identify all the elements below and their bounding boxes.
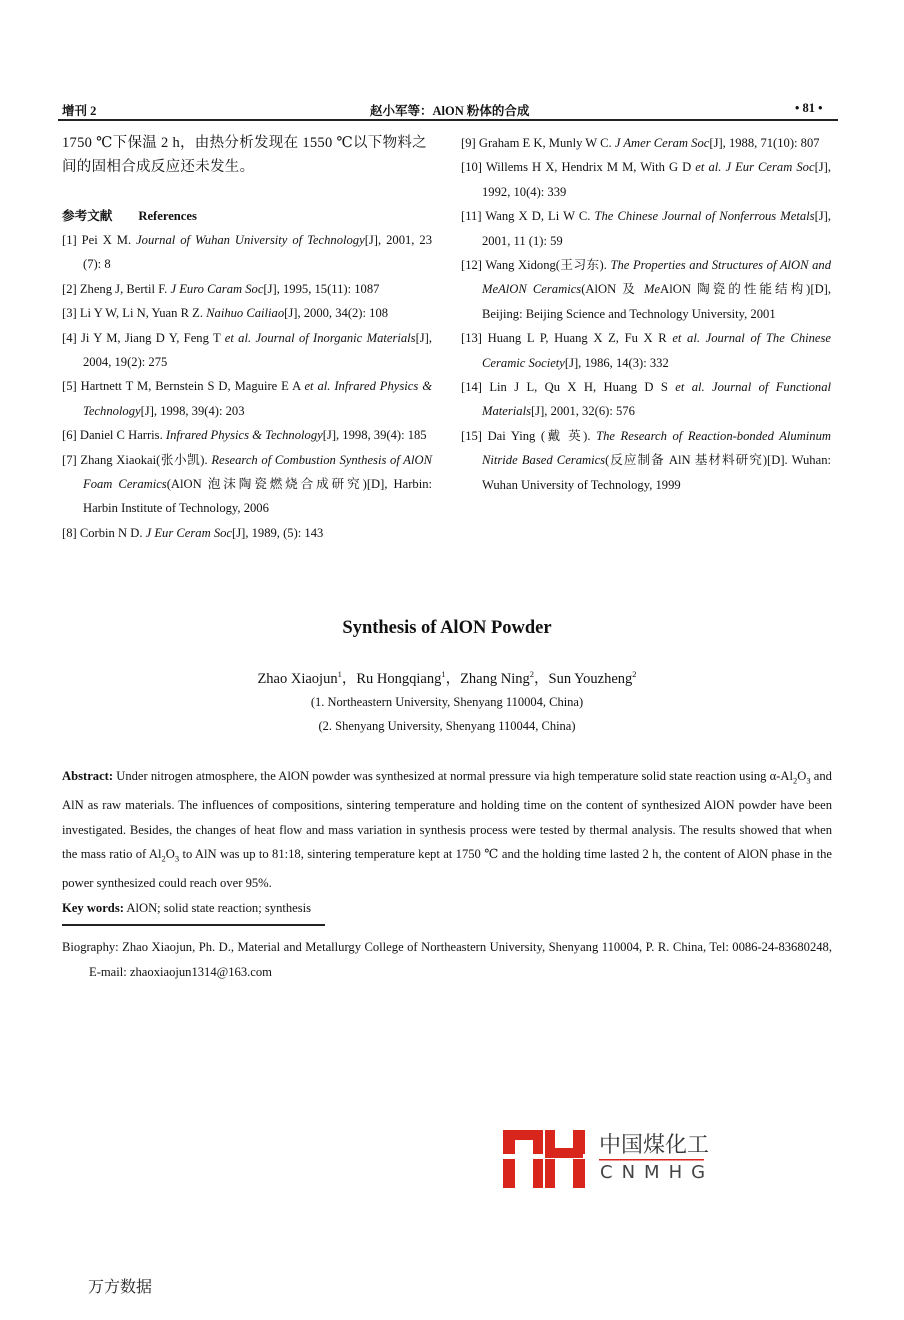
- reference-source: et al. J Eur Ceram Soc: [695, 160, 815, 175]
- reference-text: [J], 2001, 11 (1): 59: [482, 209, 832, 248]
- reference-item: [461, 326, 831, 375]
- reference-item: [461, 155, 831, 204]
- reference-source: et al. Journal of Functional Materials: [482, 380, 831, 419]
- keywords-text: AlON; solid state reaction; synthesis: [123, 900, 312, 915]
- abstract-text: to AlN was up to 81:18, sintering temperature kept at 1750 ℃ and the holding time lasted 2 h, the content of AlON phase in the power synthesized could reach over 95%.: [62, 847, 833, 891]
- author-name: Zhao Xiaojun: [257, 671, 338, 687]
- affiliation-1: (1. Northeastern University, Shenyang 110004, China): [310, 695, 584, 709]
- author-separator: ，: [445, 671, 461, 687]
- reference-number: [3]: [62, 306, 77, 321]
- reference-text: [J], 2001, 32(6): 576: [530, 404, 635, 419]
- footnote-rule: [62, 924, 325, 926]
- reference-text: [J], 1998, 39(4): 203: [140, 403, 245, 418]
- logo-text-cn: 中国煤化工: [599, 1133, 710, 1158]
- reference-text: [J], 1998, 39(4): 185: [322, 428, 427, 443]
- reference-item: [461, 131, 831, 155]
- reference-text: Wang Xidong(王习东).: [485, 258, 611, 273]
- reference-number: [10]: [461, 160, 482, 175]
- author-separator: ，: [341, 671, 357, 687]
- reference-number: [13]: [461, 331, 482, 346]
- reference-text: Dai Ying (戴 英).: [487, 428, 597, 443]
- author-list: [0, 667, 894, 688]
- reference-number: [1]: [62, 233, 77, 247]
- reference-text: [J], 1995, 15(11): 1087: [263, 281, 380, 296]
- reference-text: (AlON 泡沫陶瓷燃烧合成研究)[D], Harbin: Harbin Institute of Technology, 2006: [83, 477, 432, 516]
- references-heading: [62, 205, 197, 224]
- reference-text: Willems H X, Hendrix M M, With G D: [485, 160, 696, 175]
- abstract-text: and AlN as raw materials. The influences of compositions, sintering temperature and holding time on the content of synthesized AlON powder have been investigated. Besides, the changes of heat flow and mass variation in synthesis process were tested by thermal analysis. The results showed that when the mass ratio of Al: [62, 769, 832, 862]
- reference-number: [11]: [461, 209, 482, 224]
- reference-source: The Properties and Structures of AlON and MeAlON Ceramics: [482, 258, 831, 297]
- reference-text: Daniel C Harris.: [79, 428, 166, 443]
- reference-source: Me: [644, 282, 661, 297]
- reference-source: Research of Combustion Synthesis of AlON Foam Ceramics: [83, 452, 432, 492]
- header-title: 赵小军等：AlON 粉体的合成: [370, 104, 530, 118]
- reference-text: [J], 1988, 71(10): 807: [709, 136, 820, 150]
- reference-item: [62, 521, 432, 545]
- reference-text: Pei X M.: [81, 233, 137, 247]
- header-rule: [58, 119, 838, 121]
- reference-text: Graham E K, Munly W C.: [478, 136, 615, 150]
- author-separator: ，: [534, 671, 549, 687]
- logo-text-en: CNMHG: [600, 1162, 715, 1183]
- author-affiliation-mark: 2: [529, 669, 534, 680]
- reference-text: [J], 2000, 34(2): 108: [284, 306, 389, 321]
- reference-number: [4]: [62, 330, 77, 345]
- paper-title: Synthesis of AlON Powder: [342, 618, 552, 638]
- page-number: • 81 •: [795, 101, 823, 115]
- reference-item: [62, 228, 432, 277]
- abstract-text: Under nitrogen atmosphere, the AlON powder was synthesized at normal pressure via high temperature solid state reaction using α-Al: [113, 769, 794, 783]
- subscript: 3: [174, 853, 180, 864]
- reference-text: Li Y W, Li N, Yuan R Z.: [79, 306, 207, 321]
- reference-number: [9]: [461, 136, 476, 150]
- reference-text: [J], 1992, 10(4): 339: [482, 160, 831, 199]
- reference-number: [7]: [62, 452, 77, 467]
- references-right-column: [461, 131, 831, 497]
- reference-source: et al. Journal of The Chinese Ceramic Society: [482, 331, 832, 370]
- reference-item: [461, 204, 831, 253]
- reference-source: The Chinese Journal of Nonferrous Metals: [594, 209, 815, 224]
- watermark: 万方数据: [88, 1277, 153, 1296]
- abstract-label: Abstract:: [62, 769, 114, 783]
- subscript: 2: [793, 775, 798, 786]
- reference-text: Wang X D, Li W C.: [485, 209, 595, 224]
- reference-text: [J], 2004, 19(2): 275: [83, 330, 432, 370]
- subscript: 2: [161, 853, 166, 864]
- reference-item: [62, 301, 432, 325]
- biography: Biography: Zhao Xiaojun, Ph. D., Material and Metallurgy College of Northeastern University, Shenyang 110004, P. R. China, Tel: 0086-24-83680248, E-mail: zhaoxiaojun1314@163.com: [62, 940, 832, 979]
- references-heading-cn: 参考文献: [62, 209, 113, 223]
- reference-item: [62, 277, 432, 301]
- author-affiliation-mark: 2: [632, 669, 637, 680]
- abstract-text: O: [797, 769, 807, 783]
- reference-text: Corbin N D.: [79, 525, 146, 540]
- reference-text: Zheng J, Bertil F.: [79, 281, 171, 296]
- reference-number: [8]: [62, 525, 77, 540]
- reference-text: (AlON 及: [581, 282, 645, 297]
- affiliation-2: (2. Shenyang University, Shenyang 110044, China): [318, 719, 576, 733]
- reference-item: [62, 326, 432, 375]
- cnmhg-logo: [503, 1128, 713, 1190]
- references-left-column: [62, 228, 432, 545]
- reference-item: [461, 375, 831, 424]
- reference-number: [2]: [62, 281, 77, 296]
- reference-text: Huang L P, Huang X Z, Fu X R: [487, 331, 673, 346]
- reference-source: Infrared Physics & Technology: [165, 428, 323, 443]
- reference-item: [461, 424, 831, 497]
- abstract: [62, 764, 832, 920]
- author-name: Ru Hongqiang: [356, 671, 442, 687]
- header-issue: 增刊 2: [62, 104, 97, 118]
- subscript: 3: [806, 775, 811, 786]
- keywords-label: Key words:: [62, 900, 124, 915]
- reference-number: [6]: [62, 428, 77, 443]
- reference-source: J Euro Caram Soc: [170, 281, 264, 296]
- reference-item: [62, 448, 432, 521]
- reference-item: [62, 374, 432, 423]
- abstract-text: O: [165, 847, 175, 862]
- reference-source: et al. Infrared Physics & Technology: [83, 379, 432, 418]
- reference-number: [15]: [461, 428, 482, 443]
- reference-source: Naihuo Cailiao: [206, 306, 285, 321]
- reference-text: [J], 1989, (5): 143: [232, 525, 324, 540]
- author-affiliation-mark: 1: [441, 669, 446, 680]
- reference-text: [J], 1986, 14(3): 332: [564, 355, 669, 370]
- reference-source: The Research of Reaction-bonded Aluminum Nitride Based Ceramics: [482, 428, 831, 468]
- reference-text: Zhang Xiaokai(张小凯).: [80, 452, 212, 467]
- reference-text: Hartnett T M, Bernstein S D, Maguire E A: [80, 379, 305, 394]
- reference-text: [J], 2001, 23 (7): 8: [83, 233, 432, 272]
- author-affiliation-mark: 1: [337, 669, 342, 680]
- references-heading-en: References: [138, 209, 197, 223]
- reference-item: [461, 253, 831, 326]
- reference-number: [5]: [62, 379, 77, 394]
- reference-text: AlON 陶瓷的性能结构)[D], Beijing: Beijing Science and Technology University, 2001: [482, 282, 832, 321]
- reference-source: J Eur Ceram Soc: [145, 525, 233, 540]
- reference-source: J Amer Ceram Soc: [614, 136, 710, 150]
- reference-number: [12]: [461, 258, 482, 273]
- body-text: 1750 ℃下保温 2 h，由热分析发现在 1550 ℃以下物料之间的固相合成反应还未发生。: [62, 135, 427, 175]
- author-name: Sun Youzheng: [548, 671, 633, 687]
- reference-item: [62, 423, 432, 447]
- reference-number: [14]: [461, 380, 482, 395]
- reference-text: (反应制备 AlN 基材料研究)[D]. Wuhan: Wuhan University of Technology, 1999: [482, 453, 831, 492]
- author-name: Zhang Ning: [460, 671, 530, 687]
- reference-text: Ji Y M, Jiang D Y, Feng T: [81, 330, 225, 345]
- reference-source: Journal of Wuhan University of Technology: [136, 233, 365, 247]
- reference-text: Lin J L, Qu X H, Huang D S: [489, 380, 676, 395]
- reference-source: et al. Journal of Inorganic Materials: [224, 330, 416, 345]
